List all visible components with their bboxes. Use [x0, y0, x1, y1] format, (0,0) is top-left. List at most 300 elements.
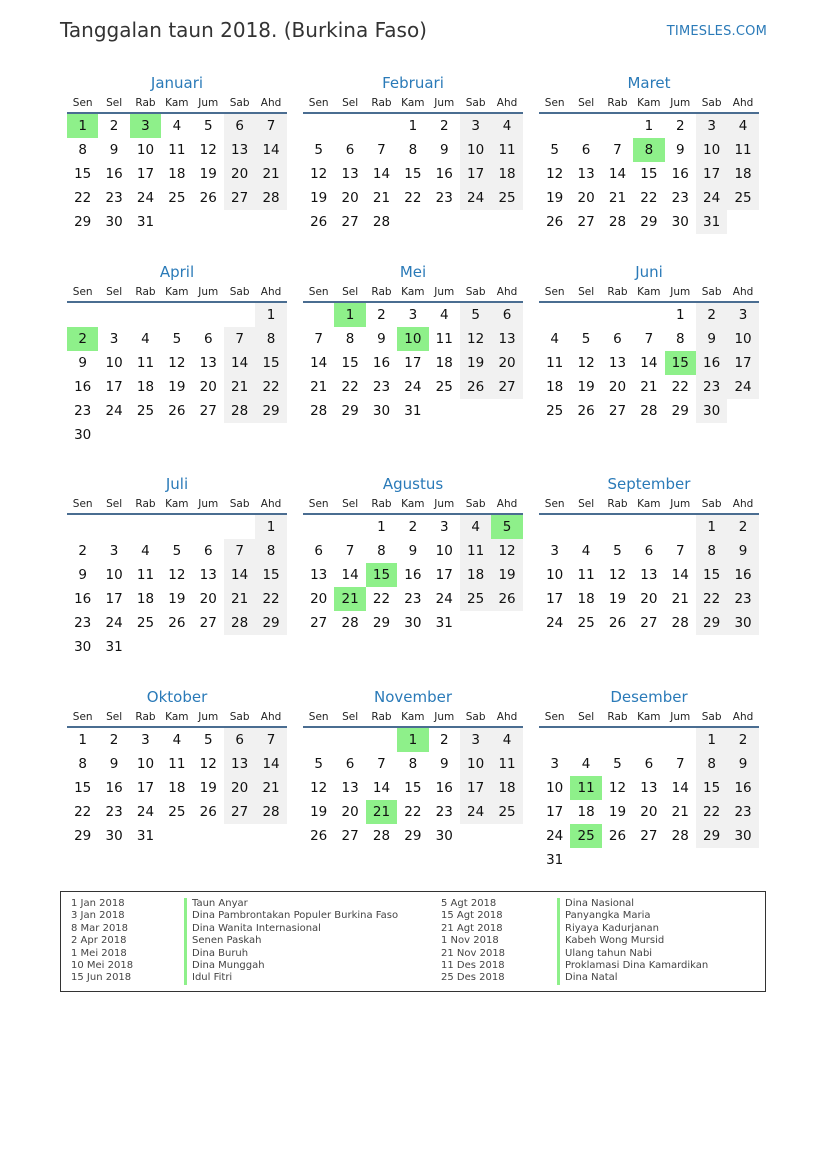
day-cell: 6	[491, 303, 522, 327]
empty-cell	[602, 303, 633, 327]
legend-holiday-name: Kabeh Wong Mursid	[557, 935, 708, 947]
day-cell: 24	[546, 828, 564, 844]
day-cell: 7	[644, 331, 654, 347]
legend-holiday-name: Dina Pambrontakan Populer Burkina Faso	[184, 910, 398, 922]
day-cell: 5	[460, 303, 491, 327]
day-cell: 21	[255, 162, 286, 186]
weekday-label: Sel	[106, 97, 123, 109]
day-cell: 24	[460, 186, 491, 210]
weekday-label: Ahd	[260, 498, 282, 510]
page-title: Tanggalan taun 2018. (Burkina Faso)	[60, 18, 427, 42]
day-cell: 2	[727, 515, 758, 539]
day-cell: 22	[372, 591, 391, 607]
day-cell: 27	[341, 828, 359, 844]
day-cell: 26	[168, 403, 186, 419]
day-cell: 4	[141, 543, 150, 559]
weekday-label: Sen	[72, 286, 93, 298]
empty-cell	[366, 114, 397, 138]
day-cell: 21	[671, 591, 689, 607]
weekday-label: Jum	[434, 97, 455, 109]
day-cell: 17	[435, 567, 453, 583]
day-cell: 7	[675, 543, 685, 559]
day-cell: 7	[255, 728, 286, 752]
day-cell: 2	[109, 732, 119, 748]
day-cell: 26	[168, 615, 186, 631]
day-cell: 29	[341, 403, 359, 419]
day-cell: 6	[224, 728, 255, 752]
day-cell: 8	[675, 331, 685, 347]
day-cell: 24	[404, 379, 422, 395]
weekday-label: Kam	[637, 711, 661, 723]
weekday-label: Kam	[165, 498, 189, 510]
day-cell: 20	[224, 162, 255, 186]
day-cell: 29	[372, 615, 391, 631]
weekday-label: Sen	[544, 97, 565, 109]
day-cell: 13	[199, 355, 217, 371]
day-cell: 11	[460, 539, 491, 563]
legend-date: 15 Agt 2018	[441, 910, 503, 922]
day-cell: 3	[550, 543, 559, 559]
holiday-legend	[60, 891, 766, 992]
day-grid	[67, 515, 287, 659]
legend-names-left	[184, 898, 398, 985]
holiday-day: 21	[334, 587, 365, 611]
day-cell: 18	[168, 780, 186, 796]
day-cell: 5	[172, 331, 182, 347]
weekday-header	[539, 94, 759, 114]
day-cell: 8	[345, 331, 355, 347]
day-cell: 13	[491, 327, 522, 351]
day-cell: 12	[608, 780, 627, 796]
day-cell: 30	[372, 403, 391, 419]
day-cell: 30	[727, 611, 758, 635]
site-link[interactable]: TIMESLES.COM	[666, 24, 767, 39]
day-cell: 23	[696, 375, 727, 399]
day-cell: 16	[404, 567, 422, 583]
weekday-label: Sen	[544, 711, 565, 723]
day-cell: 13	[224, 138, 255, 162]
day-grid	[67, 303, 287, 447]
day-cell: 22	[696, 800, 727, 824]
month-name: Desember	[610, 688, 688, 706]
weekday-label: Ahd	[496, 498, 518, 510]
day-cell: 26	[491, 587, 522, 611]
day-cell: 14	[224, 351, 255, 375]
month-name: Februari	[382, 74, 444, 92]
day-cell: 21	[255, 776, 286, 800]
day-cell: 13	[341, 166, 359, 182]
day-cell: 4	[439, 307, 449, 323]
day-cell: 20	[608, 379, 627, 395]
empty-cell	[98, 303, 129, 327]
weekday-label: Kam	[165, 97, 189, 109]
day-cell: 29	[74, 214, 92, 230]
day-cell: 9	[377, 331, 386, 347]
day-cell: 20	[341, 190, 359, 206]
month-juni	[539, 261, 759, 423]
day-grid	[539, 303, 759, 423]
weekday-label: Rab	[607, 286, 628, 298]
day-cell: 29	[671, 403, 689, 419]
day-cell: 12	[491, 539, 522, 563]
day-cell: 20	[310, 591, 328, 607]
day-cell: 6	[203, 543, 213, 559]
weekday-label: Ahd	[496, 711, 518, 723]
empty-cell	[570, 303, 601, 327]
day-cell: 18	[136, 591, 155, 607]
legend-date: 2 Apr 2018	[71, 935, 127, 947]
legend-holiday-name: Dina Munggah	[184, 960, 398, 972]
day-cell: 25	[546, 403, 564, 419]
day-cell: 17	[404, 355, 422, 371]
weekday-header	[539, 708, 759, 728]
day-cell: 13	[341, 780, 359, 796]
holiday-day: 21	[366, 800, 397, 824]
day-cell: 21	[671, 804, 689, 820]
day-cell: 18	[577, 804, 595, 820]
day-cell: 9	[727, 752, 758, 776]
day-cell: 14	[341, 567, 359, 583]
day-cell: 9	[675, 142, 685, 158]
day-cell: 20	[199, 379, 217, 395]
weekday-label: Rab	[607, 711, 628, 723]
day-cell: 23	[105, 804, 123, 820]
day-cell: 31	[136, 828, 155, 844]
weekday-header	[303, 283, 523, 303]
legend-holiday-name: Idul Fitri	[184, 972, 398, 984]
month-oktober	[67, 686, 287, 848]
day-cell: 16	[105, 166, 123, 182]
day-cell: 30	[74, 639, 92, 655]
day-cell: 2	[439, 118, 449, 134]
day-cell: 15	[74, 166, 92, 182]
weekday-label: Sel	[342, 97, 359, 109]
holiday-day: 15	[366, 563, 397, 587]
day-cell: 9	[109, 142, 119, 158]
legend-date: 1 Jan 2018	[71, 898, 125, 909]
holiday-day: 5	[491, 515, 522, 539]
weekday-label: Kam	[165, 286, 189, 298]
day-cell: 24	[105, 403, 123, 419]
day-cell: 27	[199, 403, 217, 419]
day-cell: 28	[671, 615, 689, 631]
day-cell: 19	[577, 379, 595, 395]
day-cell: 24	[696, 186, 727, 210]
legend-holiday-name: Dina Wanita Internasional	[184, 923, 398, 935]
day-cell: 4	[550, 331, 559, 347]
day-cell: 12	[546, 166, 564, 182]
empty-cell	[665, 728, 696, 752]
day-cell: 14	[671, 567, 689, 583]
day-cell: 20	[491, 351, 522, 375]
day-grid	[303, 728, 523, 848]
legend-holiday-name: Proklamasi Dina Kamardikan	[557, 960, 708, 972]
weekday-label: Sab	[701, 498, 722, 510]
month-name: Januari	[150, 74, 204, 92]
day-cell: 30	[696, 399, 727, 423]
holiday-day: 1	[397, 728, 428, 752]
day-cell: 19	[168, 591, 186, 607]
day-cell: 12	[608, 567, 627, 583]
day-cell: 29	[696, 611, 727, 635]
empty-cell	[303, 114, 334, 138]
empty-cell	[67, 303, 98, 327]
weekday-label: Rab	[371, 286, 392, 298]
day-cell: 23	[74, 615, 92, 631]
empty-cell	[193, 303, 224, 327]
day-cell: 4	[172, 732, 182, 748]
weekday-label: Kam	[401, 97, 425, 109]
day-cell: 17	[136, 166, 155, 182]
day-cell: 24	[460, 800, 491, 824]
day-cell: 14	[608, 166, 627, 182]
day-cell: 24	[136, 804, 155, 820]
day-cell: 13	[577, 166, 595, 182]
day-cell: 18	[491, 162, 522, 186]
weekday-label: Sen	[544, 286, 565, 298]
day-cell: 27	[199, 615, 217, 631]
day-cell: 6	[203, 331, 213, 347]
day-cell: 21	[608, 190, 627, 206]
legend-date: 10 Mei 2018	[71, 959, 134, 971]
legend-holiday-name: Ulang tahun Nabi	[557, 948, 708, 960]
day-cell: 2	[439, 732, 449, 748]
holiday-day: 3	[130, 114, 161, 138]
day-cell: 7	[613, 142, 622, 158]
day-cell: 13	[608, 355, 627, 371]
day-cell: 22	[74, 804, 92, 820]
day-cell: 30	[105, 828, 123, 844]
day-cell: 9	[727, 539, 758, 563]
weekday-label: Jum	[434, 286, 455, 298]
legend-date: 21 Agt 2018	[441, 922, 503, 934]
day-cell: 5	[613, 543, 622, 559]
day-grid	[303, 303, 523, 423]
day-cell: 24	[435, 591, 453, 607]
day-cell: 28	[372, 828, 391, 844]
day-cell: 14	[255, 752, 286, 776]
month-name: Oktober	[146, 688, 208, 706]
day-cell: 9	[78, 567, 87, 583]
day-grid	[67, 114, 287, 234]
day-cell: 15	[74, 780, 92, 796]
day-cell: 25	[727, 186, 758, 210]
day-cell: 23	[404, 591, 422, 607]
weekday-label: Sen	[544, 498, 565, 510]
day-cell: 1	[644, 118, 654, 134]
weekday-label: Sen	[72, 711, 93, 723]
day-cell: 8	[78, 142, 87, 158]
day-cell: 27	[608, 403, 627, 419]
day-cell: 13	[640, 567, 658, 583]
weekday-label: Sen	[308, 97, 329, 109]
month-desember	[539, 686, 759, 872]
day-cell: 4	[491, 114, 522, 138]
day-cell: 1	[255, 515, 286, 539]
weekday-label: Ahd	[260, 286, 282, 298]
day-cell: 2	[675, 118, 685, 134]
weekday-label: Sel	[342, 711, 359, 723]
day-cell: 27	[310, 615, 328, 631]
day-cell: 10	[696, 138, 727, 162]
day-cell: 10	[546, 567, 564, 583]
day-cell: 15	[255, 351, 286, 375]
day-cell: 19	[310, 190, 328, 206]
empty-cell	[98, 515, 129, 539]
weekday-header	[67, 495, 287, 515]
legend-date: 1 Nov 2018	[441, 935, 499, 947]
day-cell: 14	[310, 355, 328, 371]
day-cell: 10	[546, 780, 564, 796]
weekday-label: Sab	[701, 711, 722, 723]
day-cell: 29	[404, 828, 422, 844]
day-cell: 21	[310, 379, 328, 395]
day-cell: 6	[224, 114, 255, 138]
day-cell: 5	[203, 732, 213, 748]
day-cell: 12	[310, 780, 328, 796]
weekday-label: Sen	[308, 286, 329, 298]
day-cell: 4	[460, 515, 491, 539]
day-cell: 16	[74, 379, 92, 395]
day-cell: 17	[546, 591, 564, 607]
day-cell: 7	[314, 331, 323, 347]
empty-cell	[633, 728, 664, 752]
month-name: Mei	[399, 263, 427, 281]
day-cell: 22	[255, 587, 286, 611]
empty-cell	[633, 303, 664, 327]
day-cell: 16	[727, 776, 758, 800]
weekday-label: Ahd	[260, 97, 282, 109]
day-cell: 22	[696, 587, 727, 611]
day-cell: 30	[727, 824, 758, 848]
day-cell: 11	[491, 138, 522, 162]
day-cell: 6	[644, 543, 654, 559]
day-cell: 28	[608, 214, 627, 230]
empty-cell	[161, 515, 192, 539]
weekday-label: Sab	[701, 286, 722, 298]
weekday-label: Ahd	[732, 498, 754, 510]
day-cell: 3	[109, 543, 119, 559]
weekday-label: Sab	[229, 711, 250, 723]
weekday-header	[67, 708, 287, 728]
weekday-label: Sab	[465, 498, 486, 510]
weekday-label: Ahd	[732, 286, 754, 298]
day-cell: 25	[168, 804, 186, 820]
day-cell: 6	[345, 756, 355, 772]
day-cell: 15	[696, 563, 727, 587]
day-cell: 31	[696, 210, 727, 234]
day-cell: 16	[727, 563, 758, 587]
day-cell: 22	[255, 375, 286, 399]
weekday-header	[303, 495, 523, 515]
day-cell: 16	[435, 780, 453, 796]
weekday-label: Sab	[465, 711, 486, 723]
weekday-label: Sab	[229, 286, 250, 298]
day-cell: 10	[136, 756, 155, 772]
day-cell: 19	[546, 190, 564, 206]
day-grid	[539, 114, 759, 234]
legend-date: 1 Mei 2018	[71, 947, 127, 959]
weekday-header	[67, 283, 287, 303]
day-cell: 13	[224, 752, 255, 776]
weekday-label: Sab	[465, 286, 486, 298]
legend-holiday-name: Taun Anyar	[184, 898, 398, 910]
day-cell: 27	[224, 186, 255, 210]
day-cell: 18	[491, 776, 522, 800]
day-cell: 9	[696, 327, 727, 351]
day-cell: 2	[109, 118, 119, 134]
legend-date: 3 Jan 2018	[71, 910, 125, 922]
legend-dates-left	[71, 898, 133, 985]
weekday-label: Ahd	[496, 97, 518, 109]
day-cell: 20	[640, 804, 658, 820]
day-cell: 3	[550, 756, 559, 772]
day-cell: 4	[491, 728, 522, 752]
day-cell: 18	[435, 355, 453, 371]
day-cell: 11	[168, 142, 186, 158]
empty-cell	[303, 515, 334, 539]
holiday-day: 25	[570, 824, 601, 848]
day-cell: 3	[439, 519, 449, 535]
day-cell: 22	[341, 379, 359, 395]
day-cell: 27	[577, 214, 595, 230]
day-cell: 26	[460, 375, 491, 399]
day-cell: 30	[105, 214, 123, 230]
weekday-label: Kam	[165, 711, 189, 723]
day-cell: 19	[460, 351, 491, 375]
weekday-label: Jum	[670, 97, 691, 109]
day-cell: 24	[727, 375, 758, 399]
weekday-label: Sen	[72, 498, 93, 510]
day-cell: 14	[640, 355, 658, 371]
day-cell: 13	[310, 567, 328, 583]
weekday-header	[67, 94, 287, 114]
day-cell: 15	[696, 776, 727, 800]
day-cell: 1	[255, 303, 286, 327]
day-cell: 21	[224, 587, 255, 611]
day-cell: 17	[136, 780, 155, 796]
day-grid	[539, 515, 759, 635]
day-cell: 2	[696, 303, 727, 327]
day-cell: 26	[608, 828, 627, 844]
day-cell: 12	[577, 355, 595, 371]
day-cell: 27	[640, 828, 658, 844]
weekday-label: Kam	[401, 498, 425, 510]
day-cell: 19	[168, 379, 186, 395]
day-grid	[67, 728, 287, 848]
weekday-label: Jum	[198, 711, 219, 723]
day-cell: 15	[341, 355, 359, 371]
month-name: April	[159, 263, 195, 281]
day-cell: 28	[640, 403, 658, 419]
day-cell: 23	[74, 403, 92, 419]
day-cell: 1	[408, 118, 418, 134]
day-cell: 21	[640, 379, 658, 395]
day-cell: 22	[404, 190, 422, 206]
day-grid	[303, 515, 523, 635]
day-cell: 8	[408, 756, 418, 772]
day-cell: 3	[727, 303, 758, 327]
holiday-day: 2	[67, 327, 98, 351]
day-cell: 27	[224, 800, 255, 824]
empty-cell	[67, 515, 98, 539]
day-cell: 20	[199, 591, 217, 607]
day-cell: 11	[577, 567, 595, 583]
weekday-header	[539, 283, 759, 303]
legend-holiday-name: Panyangka Maria	[557, 910, 708, 922]
day-cell: 5	[550, 142, 559, 158]
day-cell: 3	[696, 114, 727, 138]
